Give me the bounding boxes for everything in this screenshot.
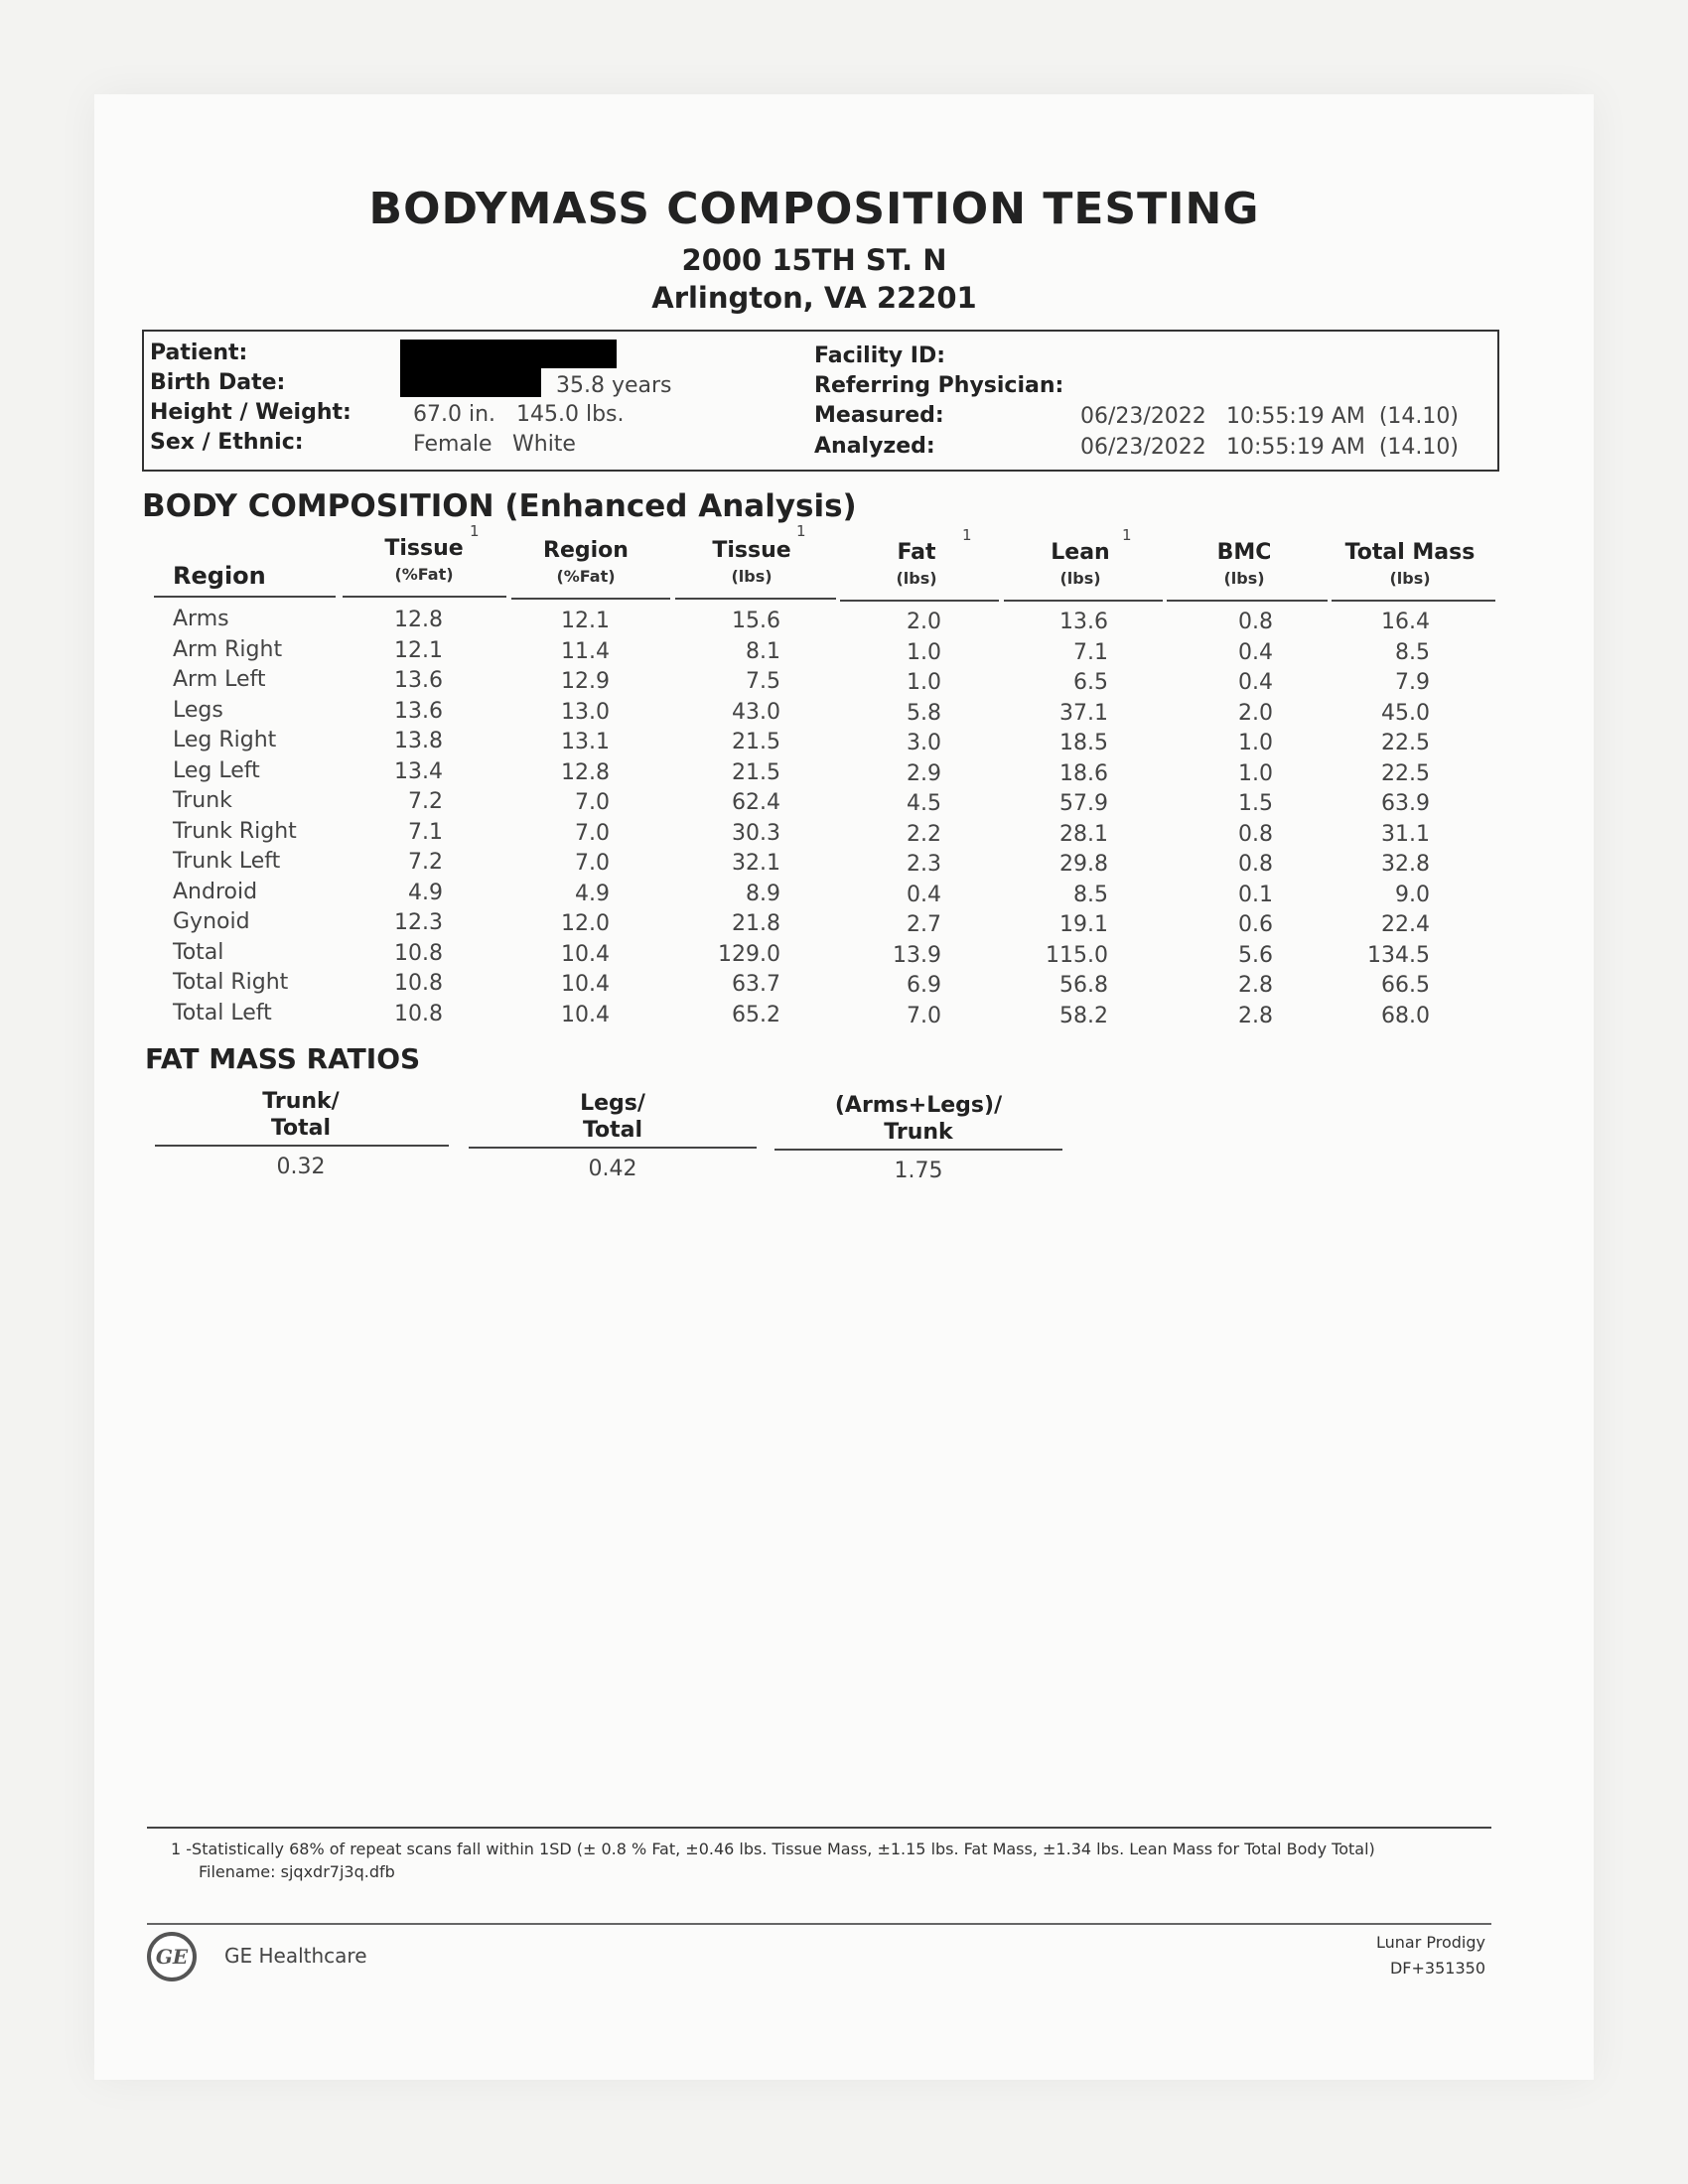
column-header-name: BMC [1216,540,1272,565]
region-name: Leg Right [173,728,277,752]
bmc-lbs-value: 5.6 [1238,942,1273,968]
total-mass-value: 63.9 [1381,791,1430,816]
region-name: Trunk Right [173,818,297,844]
table-row-total-right [0,970,1688,1000]
total-mass-value: 31.1 [1381,821,1430,847]
lean-lbs-value: 19.1 [1059,912,1108,937]
total-mass-value: 45.0 [1381,700,1430,726]
bmc-lbs-value: 0.8 [1238,610,1273,634]
tissue-pctfat-value: 13.8 [394,729,443,753]
region-name: Trunk Left [173,849,281,874]
sex-ethnic-label: Sex / Ethnic: [150,430,304,455]
fat-lbs-value: 3.0 [907,731,941,755]
bmc-lbs-value: 2.0 [1238,700,1273,726]
tissue-lbs-value: 15.6 [732,609,780,633]
column-header-name: Tissue [384,536,464,561]
tissue-lbs-value: 21.5 [732,759,780,785]
ratio-header-line2: Total [582,1118,643,1143]
tissue-pctfat-value: 7.1 [408,819,443,845]
lean-lbs-value: 6.5 [1073,670,1108,695]
column-header-name: Region [543,538,629,563]
tissue-lbs-value: 21.8 [732,911,780,936]
fat-lbs-value: 5.8 [907,700,941,726]
region-pctfat-value: 7.0 [575,820,610,846]
tissue-lbs-value: 43.0 [732,699,780,725]
column-header-region-pctfat [531,538,640,586]
total-mass-value: 16.4 [1381,610,1430,634]
fat-lbs-value: 4.5 [907,791,941,816]
analyzed-label: Analyzed: [814,434,935,459]
region-name: Total [173,939,224,965]
birth-date-label: Birth Date: [150,370,286,395]
fat-lbs-value: 1.0 [907,670,941,695]
tissue-pctfat-value: 4.9 [408,880,443,905]
header-rule [840,600,999,602]
table-row-leg-left [0,758,1688,788]
ratio-header-trunk-total [157,1088,445,1142]
region-name: Total Right [173,970,289,995]
ethnic-value: White [512,432,576,457]
tissue-lbs-value: 8.9 [746,881,780,906]
region-name: Arm Left [173,667,266,692]
region-name: Leg Left [173,757,260,783]
header-rule [1167,600,1328,602]
tissue-pctfat-value: 7.2 [408,789,443,814]
table-row-legs [0,698,1688,728]
table-row-total [0,940,1688,970]
brand-name: GE Healthcare [224,1944,367,1968]
tissue-lbs-value: 8.1 [746,638,780,664]
region-name: Android [173,879,258,904]
tissue-lbs-value: 129.0 [718,941,780,967]
bmc-lbs-value: 0.8 [1238,821,1273,847]
tissue-lbs-value: 32.1 [732,851,780,876]
lean-lbs-value: 29.8 [1059,852,1108,877]
total-mass-value: 9.0 [1395,882,1430,907]
ratio-header-line1: Trunk/ [262,1089,340,1114]
patient-name-redaction [400,340,617,368]
total-mass-value: 22.4 [1381,912,1430,937]
tissue-lbs-value: 65.2 [732,1002,780,1027]
column-header-unit: (lbs) [1389,569,1431,588]
ratio-header-line1: (Arms+Legs)/ [834,1093,1003,1118]
table-row-gynoid [0,909,1688,939]
tissue-pctfat-value: 13.6 [394,668,443,693]
header-rule [1332,600,1495,602]
lean-lbs-value: 18.6 [1059,760,1108,786]
patient-age: 35.8 years [556,373,672,398]
height-weight-label: Height / Weight: [150,400,352,425]
fat-lbs-value: 2.9 [907,760,941,786]
region-name: Arm Right [173,636,283,662]
ratio-rule [774,1149,1062,1151]
fat-lbs-value: 0.4 [907,882,941,907]
tissue-pctfat-value: 12.8 [394,608,443,632]
table-row-leg-right [0,728,1688,757]
fat-lbs-value: 1.0 [907,639,941,665]
total-mass-value: 32.8 [1381,852,1430,877]
column-header-tissue-pctfat [369,536,479,584]
referring-physician-label: Referring Physician: [814,373,1064,398]
measured-time: 10:55:19 AM (14.10) [1226,404,1459,429]
footnote-mark: 1 [1122,526,1132,544]
filename-text: Filename: sjqxdr7j3q.dfb [199,1862,395,1881]
lean-lbs-value: 56.8 [1059,973,1108,998]
sex-value: Female [413,432,492,457]
body-composition-title: BODY COMPOSITION (Enhanced Analysis) [142,488,857,524]
address-line-1: 2000 15TH ST. N [681,243,947,277]
analyzed-date: 06/23/2022 [1080,435,1206,460]
column-header-tissue-lbs [697,538,806,586]
region-pctfat-value: 10.4 [561,972,610,997]
region-name: Legs [173,697,223,723]
measured-date: 06/23/2022 [1080,404,1206,429]
footer-rule [147,1923,1491,1925]
total-mass-value: 66.5 [1381,973,1430,998]
column-header-bmc-lbs [1190,540,1299,588]
header-rule [343,596,506,598]
lean-lbs-value: 37.1 [1059,700,1108,726]
header-rule [1004,600,1163,602]
ratio-header-line1: Legs/ [580,1091,645,1116]
tissue-pctfat-value: 13.6 [394,698,443,724]
ratio-header-arms-legs-trunk [774,1092,1062,1146]
fat-lbs-value: 2.3 [907,852,941,877]
column-header-unit: (%Fat) [556,567,616,586]
table-row-android [0,880,1688,909]
region-pctfat-value: 12.0 [561,911,610,936]
footnote-text: 1 -Statistically 68% of repeat scans fall within 1SD (± 0.8 % Fat, ±0.46 lbs. Tissue Mass, ±1.15 lbs. Fat Mass, ±1.34 lbs. Lean Mass for Total Body Total) [171,1840,1375,1858]
region-name: Total Left [173,1000,272,1025]
column-header-name: Lean [1051,540,1110,565]
tissue-lbs-value: 63.7 [732,972,780,997]
bmc-lbs-value: 2.8 [1238,973,1273,998]
fat-lbs-value: 2.0 [907,610,941,634]
ratio-value-trunk-total: 0.32 [276,1155,326,1179]
lean-lbs-value: 7.1 [1073,639,1108,665]
region-pctfat-value: 4.9 [575,881,610,906]
region-pctfat-value: 11.4 [561,638,610,664]
table-row-arm-left [0,667,1688,697]
ratio-rule [469,1147,757,1149]
table-row-trunk [0,788,1688,818]
bmc-lbs-value: 0.4 [1238,670,1273,695]
column-header-unit: (lbs) [896,569,937,588]
ratio-value-legs-total: 0.42 [588,1157,637,1181]
column-header-unit: (lbs) [1059,569,1101,588]
table-row-total-left [0,1001,1688,1030]
column-header-name: Total Mass [1344,540,1476,565]
region-pctfat-value: 13.0 [561,699,610,725]
tissue-pctfat-value: 7.2 [408,850,443,875]
tissue-pctfat-value: 10.8 [394,940,443,966]
ge-logo-icon: GE [147,1932,197,1981]
column-header-total-mass-lbs [1336,540,1484,588]
column-header-lean-lbs [1026,540,1135,588]
total-mass-value: 7.9 [1395,670,1430,695]
column-header-name: Fat [897,540,936,565]
tissue-lbs-value: 21.5 [732,730,780,754]
region-name: Trunk [173,788,232,813]
report-title: BODYMASS COMPOSITION TESTING [368,184,1260,234]
address-line-2: Arlington, VA 22201 [651,281,977,315]
region-pctfat-value: 13.1 [561,730,610,754]
region-pctfat-value: 10.4 [561,1002,610,1027]
header-rule [675,598,836,600]
column-header-name: Tissue [712,538,791,563]
column-header-unit: (lbs) [1223,569,1265,588]
ratio-rule [155,1145,449,1147]
tissue-lbs-value: 30.3 [732,820,780,846]
lean-lbs-value: 8.5 [1073,882,1108,907]
lean-lbs-value: 57.9 [1059,791,1108,816]
table-row-trunk-left [0,849,1688,879]
tissue-pctfat-value: 12.1 [394,637,443,663]
header-rule [154,596,336,598]
fat-lbs-value: 2.2 [907,821,941,847]
bmc-lbs-value: 1.5 [1238,791,1273,816]
table-row-arm-right [0,637,1688,667]
measured-label: Measured: [814,403,944,428]
analyzed-time: 10:55:19 AM (14.10) [1226,435,1459,460]
tissue-pctfat-value: 12.3 [394,910,443,935]
ratio-header-line2: Trunk [884,1120,953,1145]
footnote-mark: 1 [470,522,480,540]
region-pctfat-value: 7.0 [575,790,610,815]
table-row-arms [0,607,1688,636]
height-value: 67.0 in. [413,402,496,427]
tissue-lbs-value: 62.4 [732,790,780,815]
patient-label: Patient: [150,341,248,365]
footnote-mark: 1 [796,522,806,540]
ratio-header-legs-total [469,1090,757,1144]
bmc-lbs-value: 0.1 [1238,882,1273,907]
footnote-mark: 1 [962,526,972,544]
table-row-trunk-right [0,819,1688,849]
region-pctfat-value: 12.8 [561,759,610,785]
fat-mass-ratios-title: FAT MASS RATIOS [145,1042,421,1075]
lean-lbs-value: 115.0 [1046,942,1108,968]
tissue-pctfat-value: 10.8 [394,1001,443,1026]
fat-lbs-value: 6.9 [907,973,941,998]
header-rule [511,598,670,600]
fat-lbs-value: 2.7 [907,912,941,937]
column-header-unit: (%Fat) [394,565,454,584]
total-mass-value: 22.5 [1381,760,1430,786]
region-name: Arms [173,607,229,631]
bmc-lbs-value: 1.0 [1238,760,1273,786]
footnote-rule [147,1827,1491,1829]
fat-lbs-value: 13.9 [893,942,941,968]
facility-id-label: Facility ID: [814,343,946,368]
tissue-pctfat-value: 13.4 [394,758,443,784]
lean-lbs-value: 28.1 [1059,821,1108,847]
device-name: Lunar Prodigy [1376,1933,1485,1952]
region-pctfat-value: 7.0 [575,851,610,876]
tissue-lbs-value: 7.5 [746,669,780,694]
bmc-lbs-value: 0.4 [1238,639,1273,665]
bmc-lbs-value: 0.8 [1238,852,1273,877]
ratio-header-line2: Total [270,1116,332,1141]
fat-lbs-value: 7.0 [907,1003,941,1028]
region-pctfat-value: 10.4 [561,941,610,967]
total-mass-value: 134.5 [1367,942,1430,968]
region-pctfat-value: 12.1 [561,609,610,633]
device-id: DF+351350 [1389,1959,1485,1978]
weight-value: 145.0 lbs. [516,402,625,427]
region-column-header: Region [173,562,266,590]
birth-date-redaction [400,368,541,397]
tissue-pctfat-value: 10.8 [394,971,443,996]
lean-lbs-value: 18.5 [1059,731,1108,755]
lean-lbs-value: 58.2 [1059,1003,1108,1028]
bmc-lbs-value: 0.6 [1238,912,1273,937]
bmc-lbs-value: 1.0 [1238,731,1273,755]
lean-lbs-value: 13.6 [1059,610,1108,634]
total-mass-value: 22.5 [1381,731,1430,755]
bmc-lbs-value: 2.8 [1238,1003,1273,1028]
total-mass-value: 68.0 [1381,1003,1430,1028]
column-header-fat-lbs [862,540,971,588]
total-mass-value: 8.5 [1395,639,1430,665]
column-header-unit: (lbs) [731,567,773,586]
region-name: Gynoid [173,909,250,934]
region-pctfat-value: 12.9 [561,669,610,694]
ratio-value-arms-legs-trunk: 1.75 [894,1159,943,1183]
